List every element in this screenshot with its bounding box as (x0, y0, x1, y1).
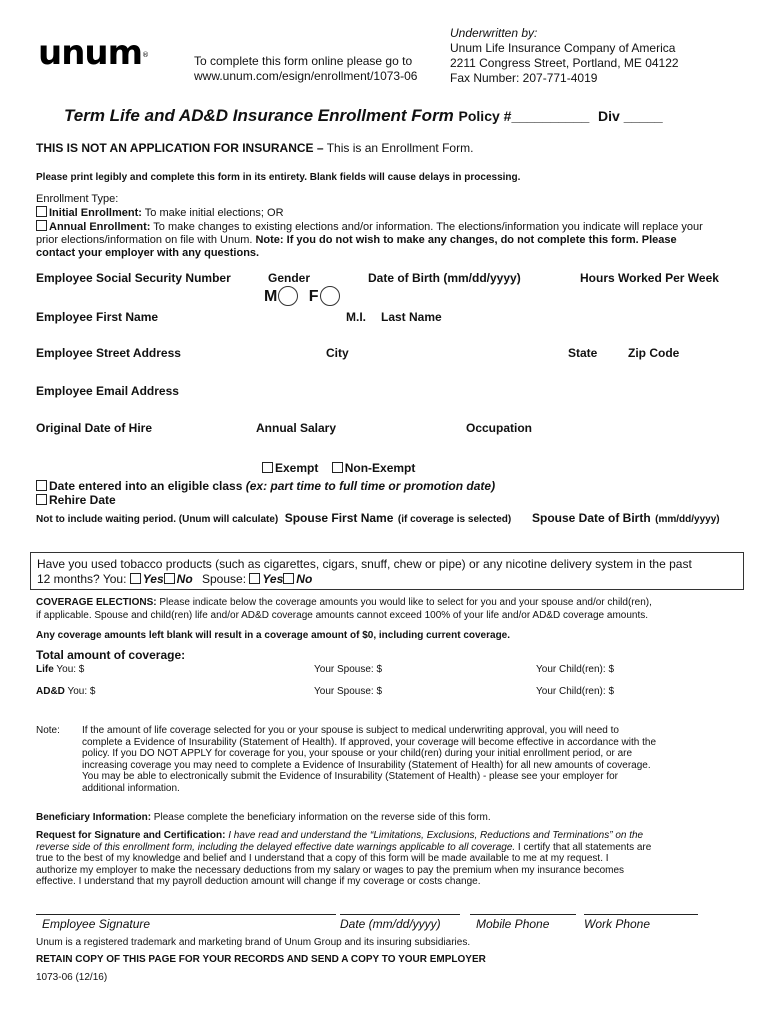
coverage-elections: COVERAGE ELECTIONS: Please indicate below the coverage amounts you would like to select for you and your spouse and/or child(ren), if applicable. Spouse and child(ren) life and/or AD&D coverage amounts cannot exceed 100% of your life and/or AD&D coverage amounts. (36, 597, 652, 621)
waiting-period-row: Not to include waiting period. (Unum will calculate) Spouse First Name (if coverage is selected) (36, 511, 512, 525)
spouse-dob-field[interactable]: Spouse Date of Birth (mm/dd/yyyy) (532, 511, 720, 525)
retain-copy-notice: RETAIN COPY OF THIS PAGE FOR YOUR RECORDS AND SEND A COPY TO YOUR EMPLOYER (36, 954, 486, 965)
ssn-field[interactable]: Employee Social Security Number (36, 271, 231, 285)
blank-coverage-warning: Any coverage amounts left blank will result in a coverage amount of $0, including current coverage. (36, 630, 511, 641)
online-instructions (194, 54, 417, 84)
registered-mark: ® (142, 51, 149, 59)
mobile-phone-field[interactable]: Mobile Phone (476, 917, 550, 931)
gender-m-radio[interactable] (278, 286, 298, 306)
life-you-field[interactable]: Life You: $ (36, 664, 85, 675)
middle-initial-field[interactable]: M.I. (346, 310, 366, 324)
exempt-checkbox[interactable] (262, 462, 273, 473)
fax-number: Fax Number: 207-771-4019 (450, 71, 598, 85)
unum-logo: unum® (38, 33, 149, 73)
tobacco-spouse-yes-checkbox[interactable] (249, 573, 260, 584)
add-children-field[interactable]: Your Child(ren): $ (536, 686, 615, 697)
tobacco-you-no-checkbox[interactable] (164, 573, 175, 584)
beneficiary-information: Beneficiary Information: Please complete the beneficiary information on the reverse side of this form. (36, 812, 491, 823)
form-title-row (64, 106, 663, 126)
state-field[interactable]: State (568, 346, 598, 360)
mobile-line (470, 914, 576, 915)
gender-label: Gender (268, 271, 311, 285)
dob-field[interactable]: Date of Birth (mm/dd/yyyy) (368, 271, 521, 285)
zip-code-field[interactable]: Zip Code (628, 346, 680, 360)
print-legibly-notice: Please print legibly and complete this form in its entirety. Blank fields will cause delays in processing. (36, 172, 521, 183)
waiting-period-note: Not to include waiting period. (Unum will calculate) (36, 514, 279, 525)
gender-options (264, 286, 340, 306)
tobacco-question-box: Have you used tobacco products (such as cigarettes, cigars, snuff, chew or pipe) or any nicotine delivery system in the past 12 months? You: Yes No Spouse: Yes No (30, 552, 744, 590)
not-application-notice: THIS IS NOT AN APPLICATION FOR INSURANCE – This is an Enrollment Form. (36, 141, 474, 155)
form-title: Term Life and AD&D Insurance Enrollment Form (64, 106, 454, 125)
life-spouse-field[interactable]: Your Spouse: $ (314, 664, 383, 675)
add-spouse-field[interactable]: Your Spouse: $ (314, 686, 383, 697)
last-name-field[interactable]: Last Name (381, 310, 442, 324)
form-id: 1073-06 (12/16) (36, 972, 108, 983)
eligible-class-date-field[interactable]: Date entered into an eligible class (ex: part time to full time or promotion date) (36, 479, 495, 493)
trademark-notice: Unum is a registered trademark and marketing brand of Unum Group and its insuring subsidiaries. (36, 937, 471, 948)
gender-f-label: F (308, 288, 319, 305)
hours-worked-field[interactable]: Hours Worked Per Week (580, 271, 719, 285)
signature-line (36, 914, 336, 915)
occupation-field[interactable]: Occupation (466, 421, 533, 435)
gender-m-label: M (264, 288, 278, 305)
company-name: Unum Life Insurance Company of America (450, 41, 676, 55)
gender-f-radio[interactable] (320, 286, 340, 306)
online-line-1: To complete this form online please go to (194, 54, 413, 68)
work-phone-field[interactable]: Work Phone (584, 917, 651, 931)
email-field[interactable]: Employee Email Address (36, 384, 179, 398)
date-line (340, 914, 460, 915)
enrollment-type-section: Enrollment Type: Initial Enrollment: To make initial elections; OR Annual Enrollment: To make changes to existing elections and/or information. The elections/information you indicate will replace your prior elections/information on file with Unum. Note: If you do not wish to make any changes, do not complete this form. Please contact your employer with any questions. (36, 193, 736, 260)
exempt-options: Exempt Non-Exempt (262, 461, 415, 475)
online-url-link[interactable]: www.unum.com/esign/enrollment/1073-06 (194, 69, 418, 83)
non-exempt-checkbox[interactable] (332, 462, 343, 473)
life-children-field[interactable]: Your Child(ren): $ (536, 664, 615, 675)
initial-enrollment-checkbox[interactable] (36, 206, 47, 217)
tobacco-spouse-no-checkbox[interactable] (283, 573, 294, 584)
signature-date-field[interactable]: Date (mm/dd/yyyy) (340, 917, 441, 931)
note-body: If the amount of life coverage selected for you or your spouse is subject to medical underwriting approval, you will need to complete a Evidence of Insurability (Statement of Health). If approved, your coverage will become effective in accordance with the policy. If you DO NOT APPLY for coverage for you, your spouse or your child(ren) during your initial enrollment period, or are increasing coverage you may need to complete a Evidence of Insurability (Statement of Health) for all new amounts of coverage. You may be able to electronically submit the Evidence of Insurability (Statement of Health) - please see your employer for additional information. (82, 725, 657, 794)
underwriter-block (450, 26, 679, 86)
first-name-field[interactable]: Employee First Name (36, 310, 159, 324)
tobacco-you-yes-checkbox[interactable] (130, 573, 141, 584)
annual-enrollment-checkbox[interactable] (36, 220, 47, 231)
tobacco-question: Have you used tobacco products (such as cigarettes, cigars, snuff, chew or pipe) or any nicotine delivery system in the past (37, 557, 692, 571)
company-address: 2211 Congress Street, Portland, ME 04122 (450, 56, 679, 70)
enrollment-type-label: Enrollment Type: (36, 193, 119, 205)
note-label: Note: (36, 725, 60, 736)
hire-date-field[interactable]: Original Date of Hire (36, 421, 153, 435)
employee-signature-field[interactable]: Employee Signature (42, 917, 151, 931)
policy-number-field[interactable]: Policy #__________ (458, 108, 590, 124)
certification-text: Request for Signature and Certification: I have read and understand the “Limitations, Exclusions, Reductions and Terminations” on the reverse side of this enrollment form, including the delayed effective date warnings applicable to all coverage. I certify that all statements are true to the best of my knowledge and belief and I understand that a copy of this form will be made available to me at my request. I authorize my employer to make the necessary deductions from my salary or wages to pay the premium when my insurance becomes effective. I understand that my payroll deduction amount will change if my coverage or costs change. (36, 830, 652, 887)
division-field[interactable]: Div _____ (598, 108, 663, 124)
work-line (584, 914, 698, 915)
underwritten-by-label: Underwritten by: (450, 26, 538, 40)
rehire-date-field[interactable]: Rehire Date (36, 493, 116, 507)
street-address-field[interactable]: Employee Street Address (36, 346, 181, 360)
annual-salary-field[interactable]: Annual Salary (256, 421, 337, 435)
city-field[interactable]: City (326, 346, 349, 360)
spouse-first-name-field[interactable]: Spouse First Name (284, 511, 394, 525)
total-coverage-label: Total amount of coverage: (36, 648, 186, 662)
add-you-field[interactable]: AD&D You: $ (36, 686, 96, 697)
